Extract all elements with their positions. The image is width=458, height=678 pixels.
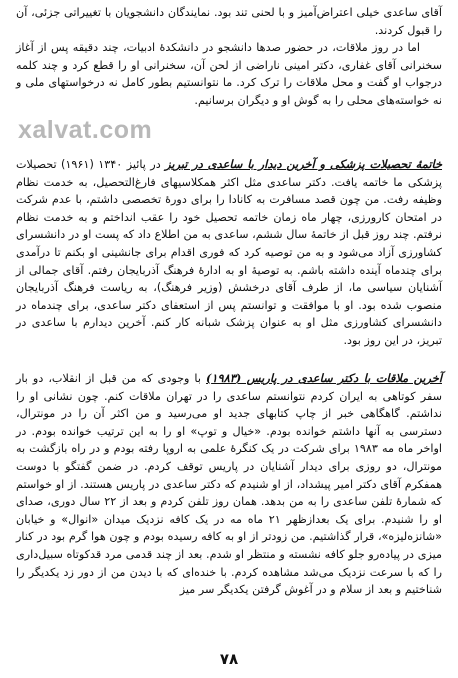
section-body-paris: با وجودی که من قبل از انقلاب، دو بار سفر کوتاهی به ایران کردم نتوانستم ساعدی را در تهران ملاقات کنم. چون نشانی او را نداشتم. گاهگاهی خبر از چاپ کتابهای جدید او می‌رسید و من اکثر آن را در مونترال، دسترسی به آنها داشتم خوانده بودم. «خیال و توپ» او را به این ترتیب خوانده بودم. در اواخر ماه مه ۱۹۸۳ برای شرکت در یک کنگرهٔ علمی به اروپا رفته بودم و در راه بازگشت به مونترال، دو روزی برای دیدار آشنایان در پاریس توقف کردم. در ضمن گفتگو با دوست همفکرم آقای دکتر امیر پیشداد، از او شنیدم که دکتر ساعدی در پاریس هستند. از او خواستم که شمارهٔ تلفن ساعدی را به من بدهد. همان روز تلفن کردم و بعد از ۲۲ سال دوری، صدای او را شنیدم. برای یک بعدازظهر ۲۱ ماه مه در یک کافه نزدیک میدان «انوال» و خیابان «شانزه‌لیزه»، قرار گذاشتیم. من زودتر از او به کافه رسیده بودم و چون هوا گرم بود در کنار میزی در پیاده‌رو جلو کافه نشسته و منتظر او شدم. بعد از چند قدمی مرد قدکوتاه سبیل‌داری را که با سرعت نزدیک می‌شد مشاهده کردم. با خنده‌ای که با دیدن من از دور زد یکدیگر را شناختیم و بعد از سلام و در آغوش گرفتن یکدیگر سر میز <box>16 372 442 597</box>
page-number: ۷۸ <box>219 650 239 668</box>
section-heading-tabriz: خاتمهٔ تحصیلات پزشکی و آخرین دیدار با ساعدی در تبریز <box>165 157 443 171</box>
section-body-tabriz: در پائیز ۱۳۴۰ (۱۹۶۱) تحصیلات پزشکی ما خاتمه یافت. دکتر ساعدی مثل اکثر همکلاسیهای فارغ‌التحصیل، به خدمت نظام وظیفه رفت. من چون قصد مسافرت به کانادا را برای دورهٔ تخصصی داشتم، با عدم شرکت در امتحان کارورزی، چهار ماه زمان خاتمه تحصیل خود را عقب انداختم و به خدمت نظام نرفتم. چند روز قبل از خاتمهٔ سال ششم، ساعدی به من اطلاع داد که پست او در دانشسرای کشاورزی آزاد می‌شود و به من توصیه کرد که فوری اقدام برای جانشینی او بکنم تا درآمدی برای چندماه آینده داشته باشم. به توصیهٔ او به ادارهٔ فرهنگ آذربایجان رفتم. آقای جمالی از آشنایان سیاسی ما، از طرف آقای درخشش (وزیر فرهنگ)، به ریاست فرهنگ آذربایجان منصوب شده بود. او با موافقت و توانستم پس از استعفای دکتر ساعدی، برای چندماه در دانشسرای کشاورزی مثل او به عنوان پزشک شبانه کار کنم. آخرین دیدارم با ساعدی در تبریز، در این روز بود. <box>16 158 442 347</box>
section-tabriz <box>16 156 442 350</box>
body-text <box>16 4 442 110</box>
paragraph-continued: آقای ساعدی خیلی اعتراض‌آمیز و با لحنی تند بود. نمایندگان دانشجویان با تغییراتی جزئی، آن را قبول کردند. <box>16 6 442 37</box>
paragraph-meeting: اما در روز ملاقات، در حضور صدها دانشجو در دانشکدهٔ ادبیات، چند دقیقه پس از آغاز سخنرانی آقای غفاری، دکتر امینی ناراضی از لحن آن، سخنرانی او را قطع کرد و چند کلمه درجواب او گفت و محل ملاقات را ترک کرد. ما نتوانستیم بطور کامل نه درخواستهای ملی و نه خواسته‌های محلی را به گوش او و دیگران برسانیم. <box>16 41 442 107</box>
watermark: xalvat.com <box>18 116 153 144</box>
section-heading-paris: آخرین ملاقات با دکتر ساعدی در پاریس (۱۹۸۳) <box>205 371 442 385</box>
section-paris <box>16 370 442 599</box>
